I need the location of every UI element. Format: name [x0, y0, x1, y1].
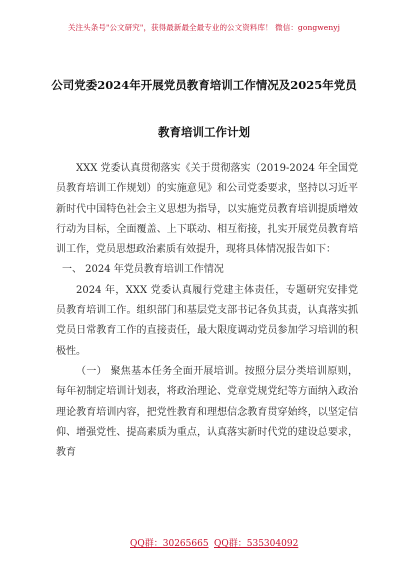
document-body: [56, 159, 358, 463]
footer-qq-group-2[interactable]: QQ群：535304092: [214, 539, 299, 549]
document-title-line-1: 公司党委2024年开展党员教育培训工作情况及2025年党员: [51, 78, 357, 92]
paragraph-intro: XXX 党委认真贯彻落实《关于贯彻落实（2019-2024 年全国党员教育培训工作规划）的实施意见》和公司党委要求，坚持以习近平新时代中国特色社会主义思想为指导，以实施党员教育培训提质增效行动为目标，全面覆盖、上下联动、相互衔接，扎实开展党员教育培训工作，党员思想政治素质有效提升，现将具体情况报告如下：: [56, 163, 358, 256]
document-title-line-2: 教育培训工作计划: [158, 125, 250, 139]
header-promo-note: 关注头条号"公文研究"，获得最新最全最专业的公文资料库！ 微信：gongwenyj: [67, 23, 341, 32]
section-heading-1: 一、 2024 年党员教育培训工作情况: [62, 264, 224, 276]
footer-qq-group-1[interactable]: QQ群：30265665: [130, 539, 209, 549]
paragraph-2024-summary: 2024 年，XXX 党委认真履行党建主体责任，专题研究安排党员教育培训工作。组织部门和基层党支部书记各负其责，认真落实抓党员日常教育工作的直接责任，最大限度调动党员参加学习培训的积极性。: [56, 284, 358, 357]
paragraph-subsection-1: （一） 聚焦基本任务全面开展培训。按照分层分类培训原则，每年初制定培训计划表，将政治理论、党章党规党纪等方面纳入政治理论教育培训内容，把党性教育和理想信念教育贯穿始终，以坚定信仰、增强党性、提高素质为重点，认真落实新时代党的建设总要求，教育: [56, 365, 358, 459]
